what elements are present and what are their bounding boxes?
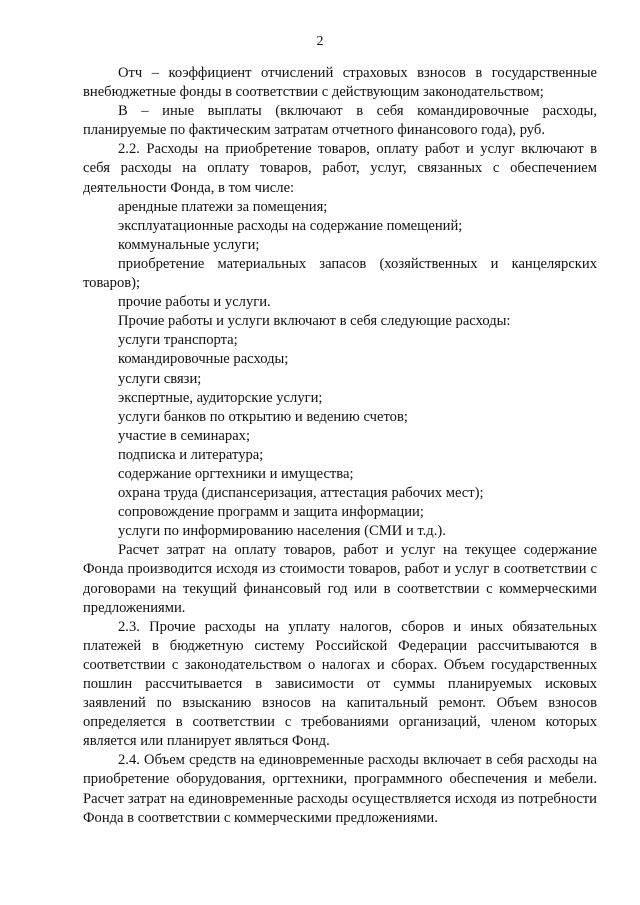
list-item: экспертные, аудиторские услуги; [118,389,323,406]
paragraph-2-3: 2.3. Прочие расходы на уплату налогов, сборов и иных обязательных платежей в бюджетную систему Российской Федерации рассчитываются в соответствии с законодательством о налогах и сборах. Объем государственных пошлин рассчитывается в зависимости от суммы планируемых исковых заявлений по взысканию взносов на капитальный ремонт. Объем взносов определяется в соответствии с требованиями организаций, членом которых является или планирует являться Фонд. [83,618,597,750]
paragraph-otch: Отч – коэффициент отчислений страховых взносов в государственные внебюджетные фонды в соответствии с действующим законодательством; [83,65,597,101]
list-item: подписка и литература; [118,446,264,463]
list-item: услуги транспорта; [118,332,238,349]
list-item: эксплуатационные расходы на содержание помещений; [118,217,463,234]
list-item: услуги связи; [118,370,202,387]
paragraph-other-intro: Прочие работы и услуги включают в себя следующие расходы: [118,313,511,330]
list-item: сопровождение программ и защита информации; [118,504,424,521]
page-number: 2 [316,34,324,49]
paragraph-2-2: 2.2. Расходы на приобретение товаров, оплату работ и услуг включают в себя расходы на оплату товаров, работ, услуг, связанных с обеспечением деятельности Фонда, в том числе: [83,141,597,196]
list-item: услуги банков по открытию и ведению счетов; [118,408,408,425]
paragraph-calc: Расчет затрат на оплату товаров, работ и услуг на текущее содержание Фонда производится исходя из стоимости товаров, работ и услуг в соответствии с договорами на текущий финансовый год или в соответствии с коммерческими предложениями. [83,542,597,616]
paragraph-2-4: 2.4. Объем средств на единовременные расходы включает в себя расходы на приобретение оборудования, оргтехники, программного обеспечения и мебели. Расчет затрат на единовременные расходы осуществляется исходя из потребности Фонда в соответствии с коммерческими предложениями. [83,752,597,826]
list-item: участие в семинарах; [118,427,251,444]
list-item: содержание оргтехники и имущества; [118,465,354,482]
list-item: арендные платежи за помещения; [118,198,328,215]
list-item: командировочные расходы; [118,351,289,368]
list-item: охрана труда (диспансеризация, аттестация рабочих мест); [118,485,484,502]
paragraph-v: В – иные выплаты (включают в себя командировочные расходы, планируемые по фактическим затратам отчетного финансового года), руб. [83,103,597,139]
list-item: коммунальные услуги; [118,236,260,253]
list-item: услуги по информированию населения (СМИ и т.д.). [118,523,446,540]
document-body [83,64,597,828]
list-item: прочие работы и услуги. [118,294,271,311]
list-item: приобретение материальных запасов (хозяйственных и канцелярских товаров); [83,255,597,292]
